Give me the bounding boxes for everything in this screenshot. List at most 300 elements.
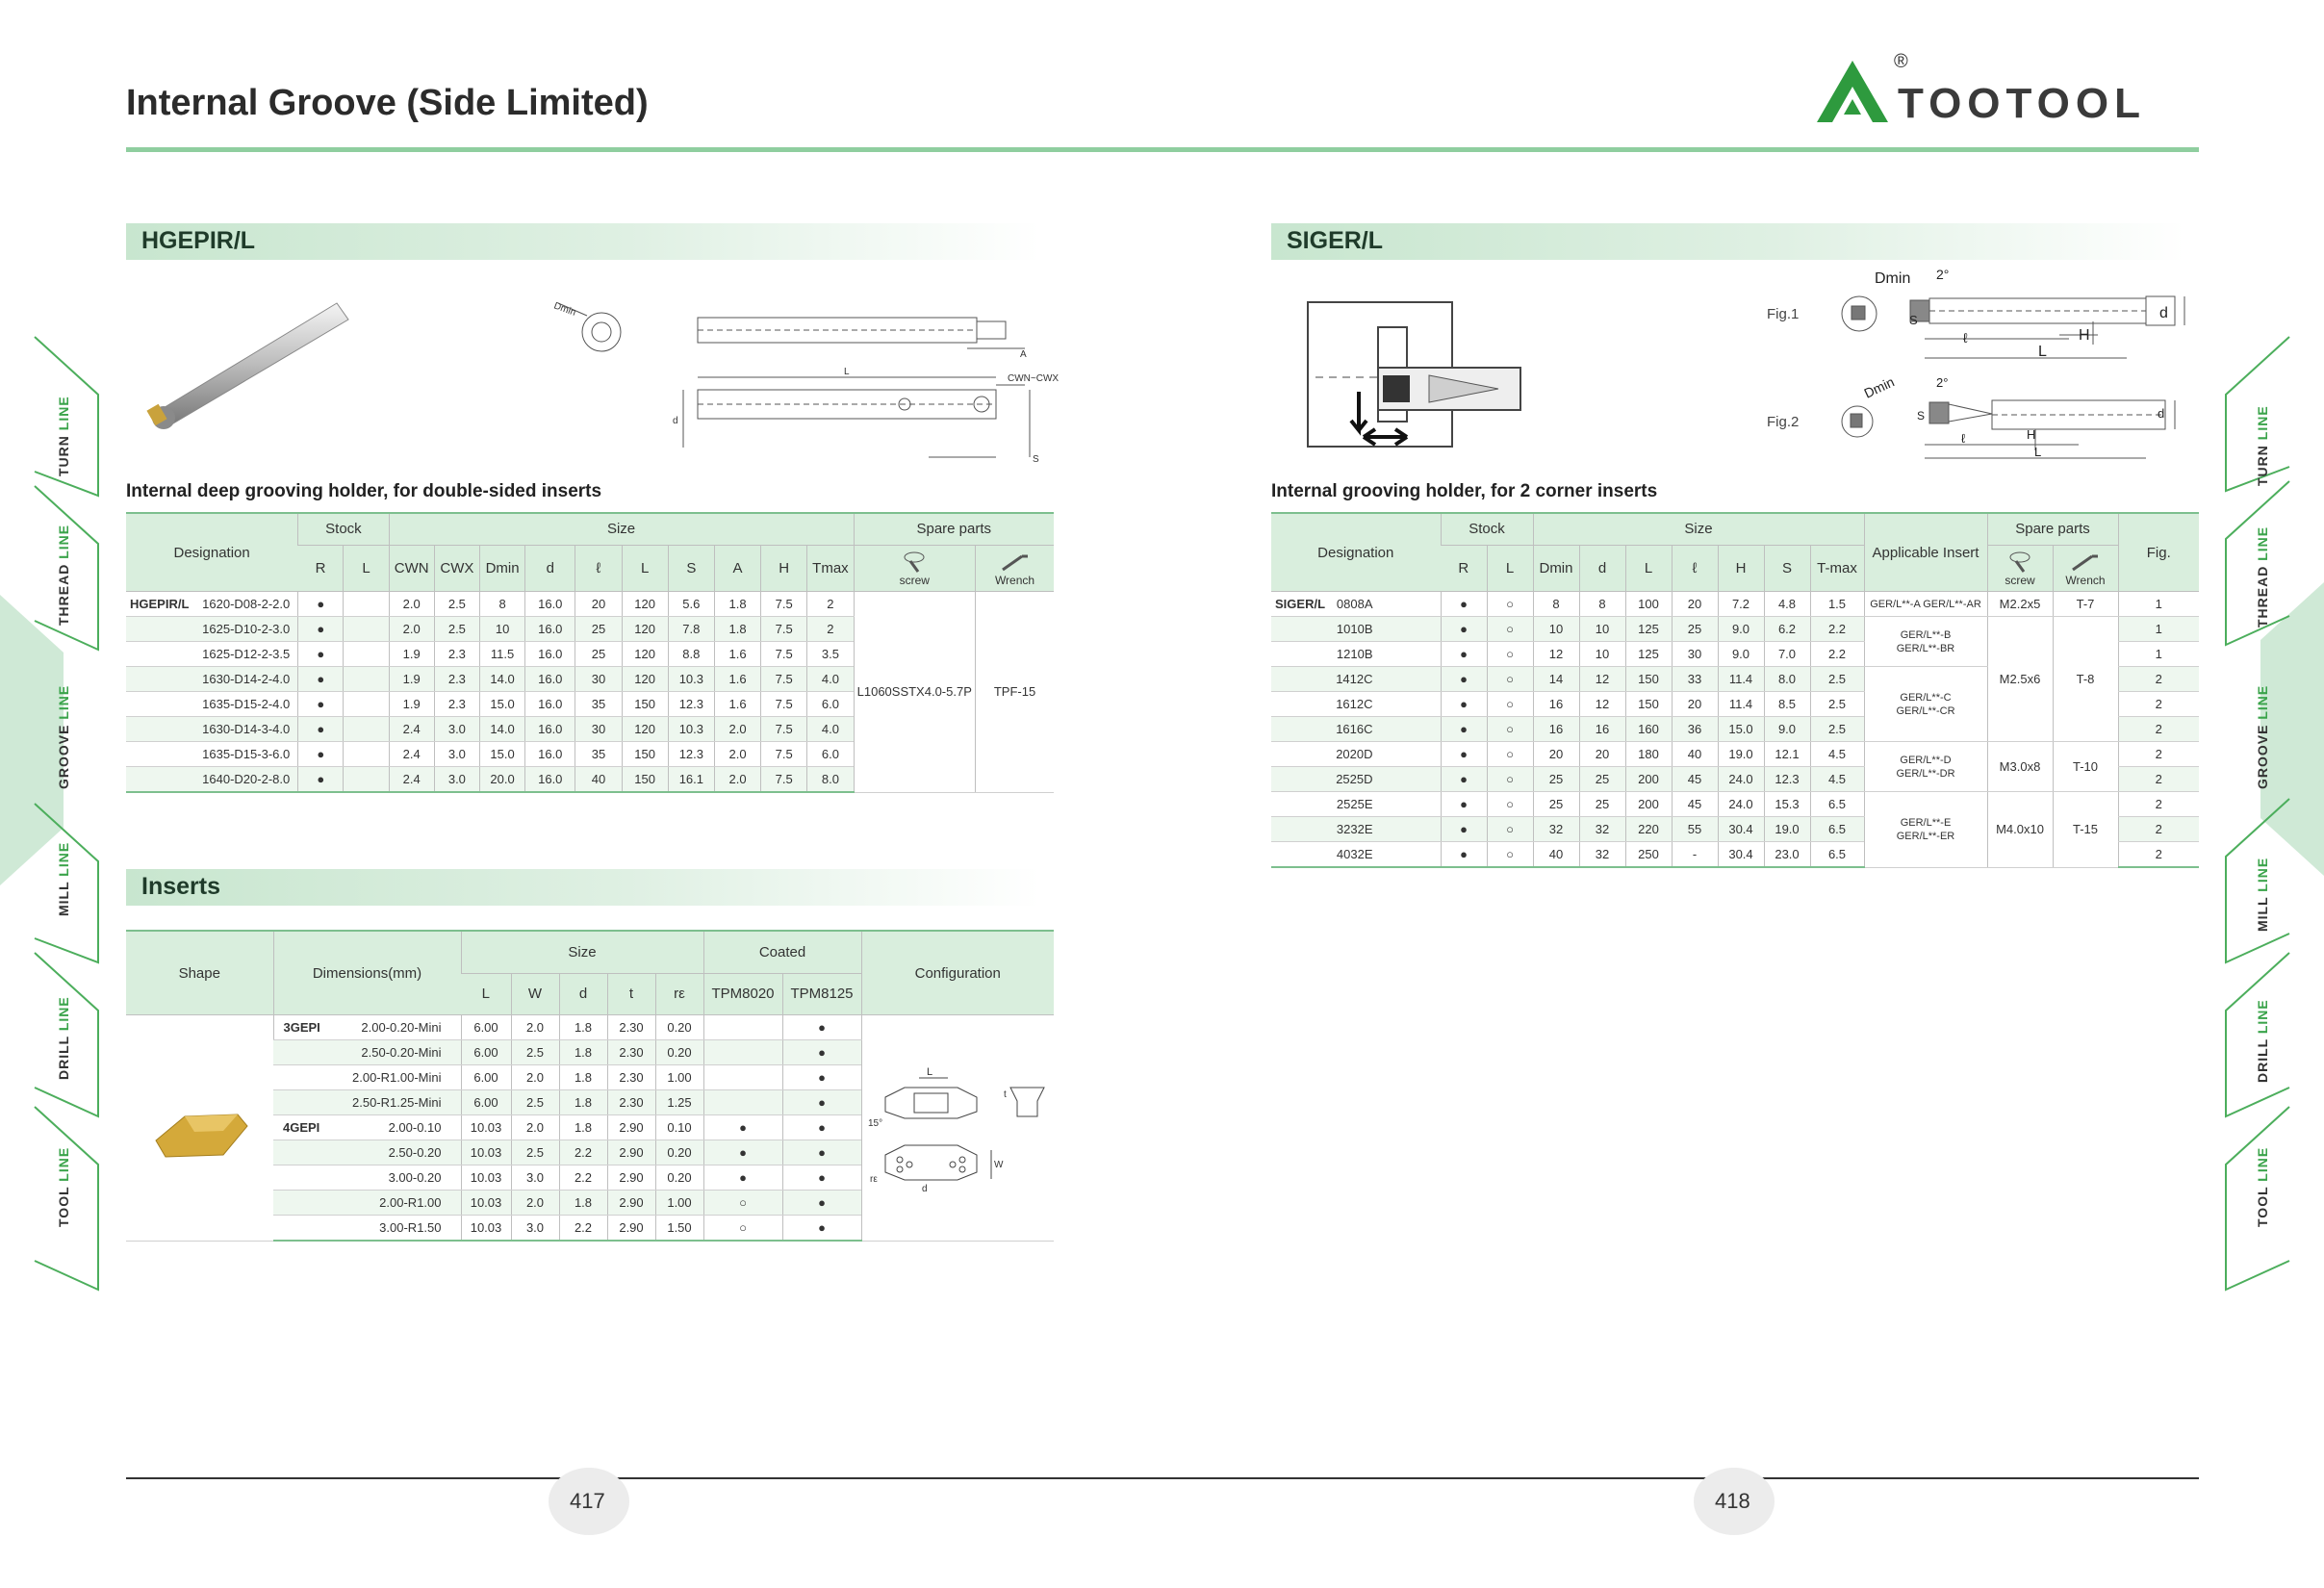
header-coated: Coated	[703, 931, 861, 973]
svg-text:d: d	[673, 416, 678, 426]
header-stock: Stock	[298, 513, 389, 545]
header-l: L	[1487, 545, 1533, 591]
header-h: H	[1718, 545, 1764, 591]
cell-L: 200	[1625, 792, 1672, 817]
cell-s: 7.0	[1764, 642, 1810, 667]
hgepir-subtitle: Internal deep grooving holder, for double-sided inserts	[126, 481, 602, 501]
designation-cell	[1271, 692, 1441, 717]
siger-fig2-drawing	[1828, 375, 2194, 462]
cell-re: 0.20	[655, 1040, 703, 1065]
cell-s: 19.0	[1764, 817, 1810, 842]
designation-cell	[1271, 842, 1441, 868]
cell-re: 1.50	[655, 1216, 703, 1242]
header-ell: ℓ	[575, 545, 622, 591]
cell-c8020: ●	[703, 1115, 782, 1140]
cell-r: ●	[298, 717, 344, 742]
holder-photo	[144, 298, 351, 438]
cell-L: 150	[622, 767, 668, 793]
designation-cell	[126, 592, 298, 617]
tab-tool-line[interactable]: TOOL LINE	[56, 1146, 71, 1227]
tab-turn-line[interactable]: TURN LINE	[56, 396, 71, 476]
designation-code: 1625-D12-2-3.5	[202, 647, 291, 661]
cell-cwn: 2.4	[389, 767, 434, 793]
cell-d: 20	[1579, 742, 1625, 767]
cell-tmax: 6.5	[1810, 792, 1864, 817]
designation-cell	[126, 692, 298, 717]
svg-text:L: L	[844, 367, 850, 377]
svg-text:A: A	[1020, 349, 1027, 360]
cell-d: 16	[1579, 717, 1625, 742]
cell-l: ○	[1487, 717, 1533, 742]
cell-L: 10.03	[461, 1140, 511, 1165]
cell-h: 7.5	[761, 767, 807, 793]
cell-L: 120	[622, 642, 668, 667]
cell-L: 150	[622, 692, 668, 717]
wrench-cell: T-10	[2053, 742, 2118, 792]
cell-cwx: 2.3	[434, 667, 479, 692]
cell-L: 10.03	[461, 1165, 511, 1191]
cell-W: 3.0	[511, 1165, 559, 1191]
cell-L: 120	[622, 617, 668, 642]
insert-dimension: 3.00-0.20	[388, 1170, 442, 1185]
cell-s: 15.3	[1764, 792, 1810, 817]
cell-tmax: 8.0	[807, 767, 854, 793]
header-d: d	[559, 973, 607, 1014]
svg-text:L: L	[2034, 445, 2042, 459]
section-title: HGEPIR/L	[141, 227, 256, 254]
svg-text:t: t	[1004, 1089, 1008, 1101]
cell-fig: 2	[2118, 842, 2199, 868]
cell-d: 32	[1579, 817, 1625, 842]
designation-cell	[126, 667, 298, 692]
cell-tmax: 6.0	[807, 742, 854, 767]
cell-fig: 2	[2118, 692, 2199, 717]
applicable-insert-cell: GER/L**-E GER/L**-ER	[1864, 792, 1987, 868]
cell-dmin: 8	[1533, 592, 1579, 617]
cell-d: 1.8	[559, 1090, 607, 1115]
svg-text:H: H	[2079, 327, 2090, 344]
cell-re: 0.20	[655, 1165, 703, 1191]
tab-drill-line[interactable]: DRILL LINE	[2255, 999, 2270, 1083]
designation-code: 1630-D14-2-4.0	[202, 672, 291, 686]
header-t: t	[607, 973, 655, 1014]
cell-a: 2.0	[714, 717, 760, 742]
tab-groove-line[interactable]: GROOVE LINE	[56, 684, 71, 789]
cell-L: 120	[622, 592, 668, 617]
section-title: SIGER/L	[1287, 227, 1384, 254]
svg-text:W: W	[994, 1160, 1004, 1171]
cell-d: 16.0	[525, 742, 575, 767]
screw-cell: L1060SSTX4.0-5.7P	[854, 592, 976, 793]
designation-code: 3232E	[1336, 822, 1373, 836]
svg-text:Dmin: Dmin	[1875, 270, 1911, 287]
svg-text:2°: 2°	[1936, 267, 1950, 282]
tab-tool-line[interactable]: TOOL LINE	[2255, 1146, 2270, 1227]
designation-code: 2525D	[1336, 772, 1373, 786]
designation-code: 1612C	[1336, 697, 1373, 711]
cell-s: 6.2	[1764, 617, 1810, 642]
cell-L: 6.00	[461, 1040, 511, 1065]
cell-t: 2.90	[607, 1140, 655, 1165]
designation-code: 4032E	[1336, 847, 1373, 861]
designation-cell	[1271, 817, 1441, 842]
cell-r: ●	[1441, 667, 1487, 692]
cell-c8125: ●	[782, 1015, 861, 1040]
cell-cwx: 3.0	[434, 717, 479, 742]
applicable-insert-cell: GER/L**-C GER/L**-CR	[1864, 667, 1987, 742]
wrench-cell: T-7	[2053, 592, 2118, 617]
cell-r: ●	[1441, 842, 1487, 868]
cell-tmax: 4.0	[807, 667, 854, 692]
designation-cell	[1271, 642, 1441, 667]
cell-d: 10	[1579, 617, 1625, 642]
cell-s: 23.0	[1764, 842, 1810, 868]
insert-dimension: 2.50-0.20	[388, 1145, 442, 1160]
table-row	[126, 1015, 1054, 1040]
cell-s: 12.1	[1764, 742, 1810, 767]
siger-subtitle: Internal grooving holder, for 2 corner inserts	[1271, 481, 1658, 501]
cell-cwn: 1.9	[389, 642, 434, 667]
designation-cell	[1271, 667, 1441, 692]
designation-cell	[1271, 717, 1441, 742]
cell-dmin: 10	[479, 617, 524, 642]
header-a: A	[714, 545, 760, 591]
tab-groove-line[interactable]: GROOVE LINE	[2255, 684, 2270, 789]
cell-r: ●	[1441, 767, 1487, 792]
cell-dmin: 8	[479, 592, 524, 617]
cell-L: 6.00	[461, 1015, 511, 1040]
cell-h: 11.4	[1718, 667, 1764, 692]
header-dmin: Dmin	[1533, 545, 1579, 591]
cell-h: 30.4	[1718, 817, 1764, 842]
cell-tmax: 4.0	[807, 717, 854, 742]
page-number-right: 418	[1715, 1489, 1750, 1513]
header-length: L	[622, 545, 668, 591]
cell-L: 125	[1625, 642, 1672, 667]
cell-h: 11.4	[1718, 692, 1764, 717]
cell-tmax: 6.0	[807, 692, 854, 717]
side-tab-shapes	[0, 327, 106, 1299]
cell-l: ○	[1487, 742, 1533, 767]
designation-code: 1640-D20-2-8.0	[202, 772, 291, 786]
cell-d: 2.2	[559, 1216, 607, 1242]
designation-code: 1635-D15-2-4.0	[202, 697, 291, 711]
svg-text:S: S	[1033, 454, 1039, 465]
header-screw: screw	[854, 545, 976, 591]
cell-ell: 40	[575, 767, 622, 793]
cell-d: 2.2	[559, 1140, 607, 1165]
wrench-cell: T-8	[2053, 617, 2118, 742]
cell-tmax: 2	[807, 592, 854, 617]
section-header-siger	[1271, 223, 2185, 260]
cell-ell: 30	[1672, 642, 1718, 667]
cell-dmin: 10	[1533, 617, 1579, 642]
cell-d: 8	[1579, 592, 1625, 617]
designation-code: 1210B	[1336, 647, 1373, 661]
cell-t: 2.90	[607, 1165, 655, 1191]
designation-prefix: HGEPIR/L	[130, 597, 190, 611]
header-shape: Shape	[126, 931, 273, 1015]
cell-tmax: 1.5	[1810, 592, 1864, 617]
dimension-cell	[273, 1115, 461, 1140]
cell-fig: 2	[2118, 767, 2199, 792]
cell-tmax: 6.5	[1810, 817, 1864, 842]
siger-fig1-drawing	[1828, 268, 2194, 364]
svg-text:L: L	[2038, 344, 2047, 360]
cell-l	[344, 692, 389, 717]
cell-l	[344, 642, 389, 667]
cell-dmin: 16	[1533, 692, 1579, 717]
cell-d: 1.8	[559, 1065, 607, 1090]
cell-d: 1.8	[559, 1040, 607, 1065]
cell-r: ●	[1441, 592, 1487, 617]
cell-dmin: 14	[1533, 667, 1579, 692]
header-cwx: CWX	[434, 545, 479, 591]
header-length: L	[1625, 545, 1672, 591]
cell-L: 100	[1625, 592, 1672, 617]
screw-cell: M3.0x8	[1987, 742, 2053, 792]
cell-fig: 1	[2118, 617, 2199, 642]
cell-a: 1.6	[714, 642, 760, 667]
cell-ell: 30	[575, 717, 622, 742]
cell-l	[344, 767, 389, 793]
cell-dmin: 15.0	[479, 742, 524, 767]
holder-technical-drawing	[544, 289, 1060, 467]
header-h: H	[761, 545, 807, 591]
cell-L: 250	[1625, 842, 1672, 868]
cell-cwn: 2.0	[389, 617, 434, 642]
cell-dmin: 15.0	[479, 692, 524, 717]
cell-s: 4.8	[1764, 592, 1810, 617]
cell-s: 10.3	[668, 667, 714, 692]
cell-dmin: 25	[1533, 767, 1579, 792]
cell-tmax: 4.5	[1810, 742, 1864, 767]
tab-mill-line[interactable]: MILL LINE	[2255, 857, 2270, 932]
svg-text:ℓ: ℓ	[1961, 431, 1966, 446]
cell-re: 1.00	[655, 1065, 703, 1090]
designation-code: 1412C	[1336, 672, 1373, 686]
cell-ell: 25	[1672, 617, 1718, 642]
cell-a: 1.6	[714, 667, 760, 692]
cell-r: ●	[298, 592, 344, 617]
cell-W: 3.0	[511, 1216, 559, 1242]
cell-L: 150	[1625, 692, 1672, 717]
wrench-cell: TPF-15	[976, 592, 1054, 793]
designation-cell	[126, 742, 298, 767]
cell-d: 1.8	[559, 1115, 607, 1140]
cell-h: 7.5	[761, 617, 807, 642]
cell-L: 160	[1625, 717, 1672, 742]
svg-text:ℓ: ℓ	[1963, 330, 1968, 346]
cell-s: 8.5	[1764, 692, 1810, 717]
cell-r: ●	[1441, 742, 1487, 767]
cell-l: ○	[1487, 617, 1533, 642]
insert-configuration-drawing	[866, 1059, 1049, 1193]
cell-a: 2.0	[714, 767, 760, 793]
cell-d: 10	[1579, 642, 1625, 667]
wrench-icon	[999, 551, 1032, 574]
svg-text:15°: 15°	[868, 1118, 883, 1130]
tab-thread-line[interactable]: THREAD LINE	[56, 524, 71, 626]
cell-c8020: ●	[703, 1165, 782, 1191]
cell-fig: 2	[2118, 817, 2199, 842]
cell-tmax: 2.5	[1810, 692, 1864, 717]
cell-d: 1.8	[559, 1015, 607, 1040]
svg-text:H: H	[2027, 427, 2036, 442]
designation-code: 1010B	[1336, 622, 1373, 636]
cell-L: 10.03	[461, 1216, 511, 1242]
applicable-insert-cell: GER/L**-D GER/L**-DR	[1864, 742, 1987, 792]
cell-tmax: 6.5	[1810, 842, 1864, 868]
designation-code: 1625-D10-2-3.0	[202, 622, 291, 636]
cell-d: 32	[1579, 842, 1625, 868]
header-wrench: Wrench	[2053, 545, 2118, 591]
cell-tmax: 4.5	[1810, 767, 1864, 792]
cell-c8020	[703, 1015, 782, 1040]
svg-text:rε: rε	[870, 1174, 879, 1186]
cell-r: ●	[1441, 817, 1487, 842]
designation-cell	[126, 642, 298, 667]
header-wrench: Wrench	[976, 545, 1054, 591]
cell-s: 7.8	[668, 617, 714, 642]
cell-s: 5.6	[668, 592, 714, 617]
cell-L: 200	[1625, 767, 1672, 792]
cell-d: 16.0	[525, 642, 575, 667]
cell-l	[344, 592, 389, 617]
cell-s: 10.3	[668, 717, 714, 742]
cell-ell: 20	[575, 592, 622, 617]
cell-c8125: ●	[782, 1191, 861, 1216]
cell-ell: 30	[575, 667, 622, 692]
svg-text:d: d	[922, 1184, 928, 1195]
cell-d: 1.8	[559, 1191, 607, 1216]
designation-prefix: SIGER/L	[1275, 597, 1326, 611]
cell-r: ●	[1441, 792, 1487, 817]
cell-s: 8.8	[668, 642, 714, 667]
cell-t: 2.90	[607, 1191, 655, 1216]
cell-dmin: 20.0	[479, 767, 524, 793]
dimension-cell	[273, 1191, 461, 1216]
header-s: S	[668, 545, 714, 591]
dimension-cell	[273, 1165, 461, 1191]
brand-logo	[1809, 53, 2204, 140]
cell-ell: 33	[1672, 667, 1718, 692]
screw-cell: M2.5x6	[1987, 617, 2053, 742]
cell-c8125: ●	[782, 1090, 861, 1115]
section-header-hgepir	[126, 223, 1040, 260]
cell-W: 2.5	[511, 1140, 559, 1165]
side-tabs-right	[2218, 327, 2324, 1299]
cell-ell: 55	[1672, 817, 1718, 842]
header-fig: Fig.	[2118, 513, 2199, 592]
cell-ell: 35	[575, 692, 622, 717]
svg-text:L: L	[927, 1066, 933, 1079]
insert-dimension: 2.00-0.20-Mini	[361, 1020, 442, 1035]
cell-d: 16.0	[525, 667, 575, 692]
section-header-inserts	[126, 869, 1040, 906]
cell-L: 150	[1625, 667, 1672, 692]
svg-text:Dmin: Dmin	[551, 300, 577, 319]
designation-cell	[126, 767, 298, 793]
header-tpm8020: TPM8020	[703, 973, 782, 1014]
cell-ell: 35	[575, 742, 622, 767]
header-s: S	[1764, 545, 1810, 591]
table-row	[1271, 592, 2199, 617]
designation-code: 1620-D08-2-2.0	[202, 597, 291, 611]
header-r: R	[1441, 545, 1487, 591]
designation-code: 2020D	[1336, 747, 1373, 761]
cell-W: 2.0	[511, 1015, 559, 1040]
cell-c8125: ●	[782, 1115, 861, 1140]
cell-d: 25	[1579, 792, 1625, 817]
insert-dimension: 2.00-R1.00	[379, 1195, 442, 1210]
tab-thread-line[interactable]: THREAD LINE	[2255, 525, 2270, 628]
cell-t: 2.30	[607, 1065, 655, 1090]
table-row	[1271, 742, 2199, 767]
header-l: L	[461, 973, 511, 1014]
header-tmax: T-max	[1810, 545, 1864, 591]
header-stock: Stock	[1441, 513, 1533, 545]
cell-c8020	[703, 1040, 782, 1065]
cell-l: ○	[1487, 792, 1533, 817]
tab-drill-line[interactable]: DRILL LINE	[56, 996, 71, 1080]
svg-text:S: S	[1917, 409, 1926, 423]
cell-r: ●	[298, 767, 344, 793]
cell-c8125: ●	[782, 1165, 861, 1191]
cell-L: 10.03	[461, 1115, 511, 1140]
cell-ell: 45	[1672, 767, 1718, 792]
page-number-left: 417	[570, 1489, 605, 1513]
cell-c8020	[703, 1090, 782, 1115]
cell-L: 220	[1625, 817, 1672, 842]
cell-l	[344, 617, 389, 642]
header-cwn: CWN	[389, 545, 434, 591]
cell-L: 6.00	[461, 1090, 511, 1115]
cell-h: 24.0	[1718, 767, 1764, 792]
cell-tmax: 2.2	[1810, 642, 1864, 667]
cell-d: 16.0	[525, 692, 575, 717]
cell-d: 16.0	[525, 617, 575, 642]
cell-ell: 25	[575, 642, 622, 667]
cell-l: ○	[1487, 842, 1533, 868]
cell-l	[344, 667, 389, 692]
cell-d: 12	[1579, 667, 1625, 692]
header-w: W	[511, 973, 559, 1014]
siger-table	[1271, 512, 2199, 868]
cell-h: 19.0	[1718, 742, 1764, 767]
cell-h: 7.5	[761, 742, 807, 767]
dimension-cell	[273, 1065, 461, 1090]
cell-ell: 20	[1672, 592, 1718, 617]
header-size: Size	[389, 513, 854, 545]
insert-dimension: 2.50-R1.25-Mini	[352, 1095, 442, 1110]
cell-d: 12	[1579, 692, 1625, 717]
cell-L: 180	[1625, 742, 1672, 767]
side-tab-shapes	[2218, 327, 2324, 1299]
cell-re: 0.10	[655, 1115, 703, 1140]
cell-fig: 1	[2118, 592, 2199, 617]
cell-r: ●	[1441, 717, 1487, 742]
cell-c8125: ●	[782, 1065, 861, 1090]
tab-turn-line[interactable]: TURN LINE	[2255, 405, 2270, 486]
header-screw: screw	[1987, 545, 2053, 591]
tab-mill-line[interactable]: MILL LINE	[56, 841, 71, 916]
cell-L: 125	[1625, 617, 1672, 642]
cell-h: 30.4	[1718, 842, 1764, 868]
header-dimensions: Dimensions(mm)	[273, 931, 461, 1015]
cell-cwx: 2.3	[434, 642, 479, 667]
designation-cell	[126, 617, 298, 642]
